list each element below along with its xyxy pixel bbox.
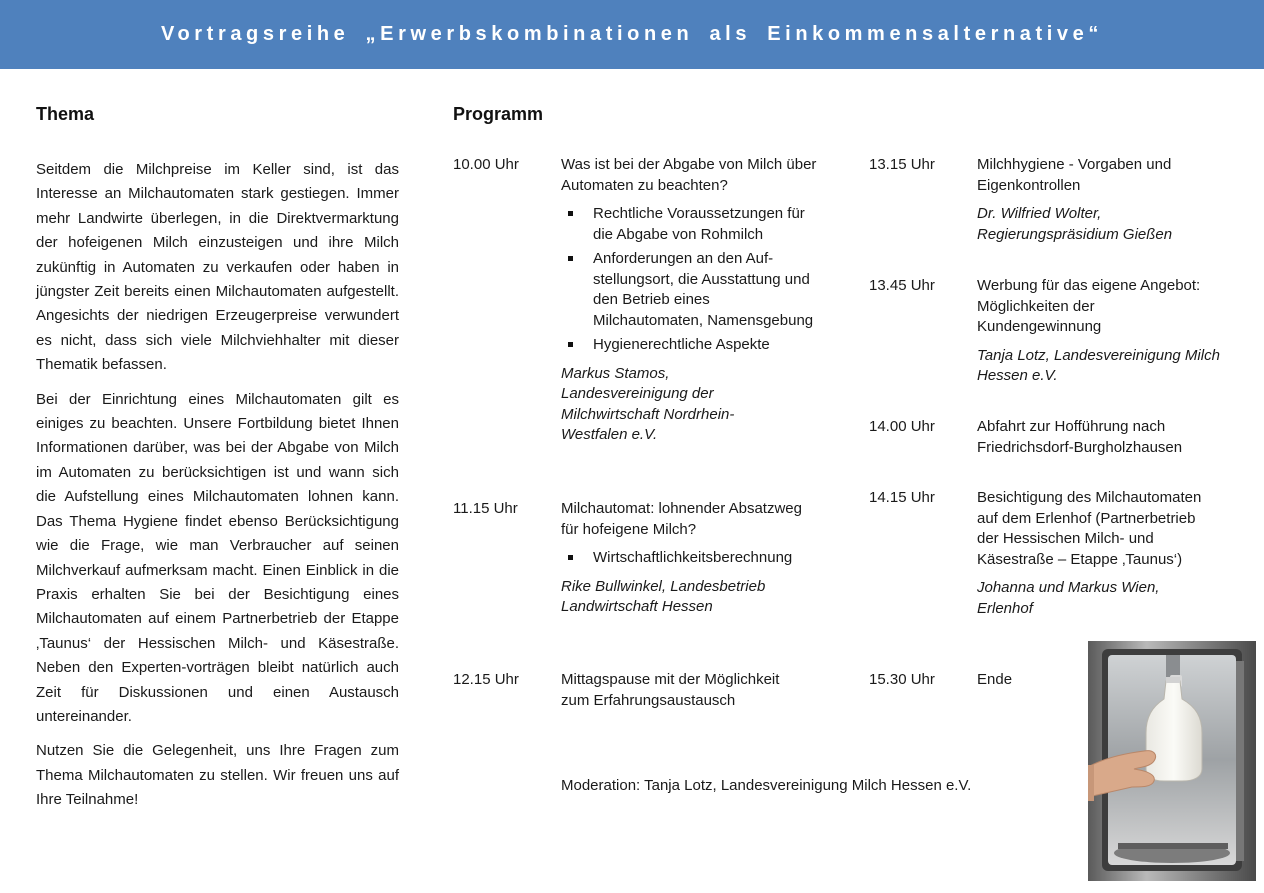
thema-text — [36, 158, 399, 823]
title-banner — [0, 0, 1264, 69]
programm-heading: Programm — [453, 104, 544, 124]
thema-paragraph: Bei der Einrichtung eines Milchautomaten gilt es einiges zu beachten. Unsere Fortbildung bietet Ihnen Informationen darüber, was bei der Abgabe von Milch im Automaten zu berücksichtigen ist und wann sich die Aufstellung eines Milchautomaten lohnen kann. Das Thema Hygiene findet ebenso Berücksichtigung wie die Frage, wie man Verbraucher auf seinen Milchverkauf aufmerksam macht. Einen Einblick in die Praxis erhalten Sie bei der Besichtigung eines Milchautomaten auf einem Partnerbetrieb der Etappe ‚Taunus‘ der Hessischen Milch- und Käsestraße. Neben den Experten-vorträgen bleibt natürlich auch Zeit für Diskussionen und einen Austausch untereinander. — [36, 390, 399, 725]
program-time: 14.00 Uhr — [869, 418, 935, 435]
bullet-text: Wirtschaftlichkeitsberechnung — [593, 549, 793, 566]
bullet-icon — [568, 342, 573, 347]
thema-heading: Thema — [36, 104, 95, 124]
bullet-text: Anforderungen an den Auf-stellungsort, die Ausstattung und den Betrieb eines Milchautomaten, Namensgebung — [593, 250, 814, 329]
program-title: Besichtigung des Milchautomaten auf dem Erlenhof (Partnerbetrieb der Hessischen Milch- und Käsestraße – Etappe ‚Taunus‘) — [977, 489, 1202, 568]
bullet-text: Rechtliche Voraussetzungen für die Abgabe von Rohmilch — [593, 205, 805, 243]
milk-bottle-dispenser-photo — [1088, 641, 1256, 881]
moderation-line: Moderation: Tanja Lotz, Landesvereinigung Milch Hessen e.V. — [561, 777, 972, 794]
program-time: 13.45 Uhr — [869, 277, 935, 294]
bullet-icon — [568, 211, 573, 216]
program-time: 15.30 Uhr — [869, 671, 935, 688]
bullet-item — [561, 335, 823, 356]
bullet-item — [561, 204, 823, 245]
program-title: Was ist bei der Abgabe von Milch über Automaten zu beachten? — [561, 156, 817, 194]
program-title: Werbung für das eigene Angebot: Möglichkeiten der Kundengewinnung — [977, 277, 1201, 335]
program-time: 10.00 Uhr — [453, 156, 519, 173]
program-item — [977, 488, 1219, 619]
program-title: Mittagspause mit der Möglichkeit zum Erfahrungsaustausch — [561, 671, 780, 709]
program-item — [977, 417, 1197, 458]
program-speaker: Tanja Lotz, Landesvereinigung Milch Hessen e.V. — [977, 346, 1220, 384]
program-speaker: Dr. Wilfried Wolter, Regierungspräsidium Gießen — [977, 205, 1173, 243]
program-bullets — [561, 548, 823, 569]
program-time: 12.15 Uhr — [453, 671, 519, 688]
program-item — [561, 155, 823, 446]
program-time: 14.15 Uhr — [869, 489, 935, 506]
bullet-text: Hygienerechtliche Aspekte — [593, 336, 770, 353]
program-item — [561, 499, 823, 618]
program-speaker: Markus Stamos, Landesvereinigung der Milchwirtschaft Nordrhein-Westfalen e.V. — [561, 364, 735, 443]
program-time: 13.15 Uhr — [869, 156, 935, 173]
program-item — [561, 670, 801, 711]
program-item — [977, 155, 1192, 245]
thema-paragraph: Nutzen Sie die Gelegenheit, uns Ihre Fragen zum Thema Milchautomaten zu stellen. Wir freuen uns auf Ihre Teilnahme! — [36, 742, 399, 809]
program-title: Abfahrt zur Hofführung nach Friedrichsdorf-Burgholzhausen — [977, 418, 1183, 456]
program-title: Milchautomat: lohnender Absatzweg für hofeigene Milch? — [561, 500, 802, 538]
program-item — [977, 670, 1077, 691]
program-bullets — [561, 204, 823, 356]
program-item — [977, 276, 1242, 387]
bullet-icon — [568, 256, 573, 261]
program-speaker: Rike Bullwinkel, Landesbetrieb Landwirtschaft Hessen — [561, 577, 766, 615]
bullet-item — [561, 249, 823, 331]
bullet-icon — [568, 555, 573, 560]
program-title: Milchhygiene - Vorgaben und Eigenkontrollen — [977, 156, 1172, 194]
banner-title: Vortragsreihe „Erwerbskombinationen als Einkommensalternative“ — [161, 23, 1103, 45]
bullet-item — [561, 548, 823, 569]
thema-paragraph: Seitdem die Milchpreise im Keller sind, ist das Interesse an Milchautomaten stark gestiegen. Immer mehr Landwirte überlegen, in die Direktvermarktung der hofeigenen Milch einzusteigen und ihre Milch zukünftig in Automaten zu verkaufen oder haben in jüngster Zeit bereits einen Milchautomaten aufgestellt. Angesichts der niedrigen Erzeugerpreise verwundert es nicht, dass sich viele Milchviehhalter mit dieser Thematik befassen. — [36, 161, 399, 374]
program-speaker: Johanna und Markus Wien, Erlenhof — [977, 579, 1160, 617]
program-time: 11.15 Uhr — [453, 500, 518, 517]
program-title: Ende — [977, 671, 1013, 688]
